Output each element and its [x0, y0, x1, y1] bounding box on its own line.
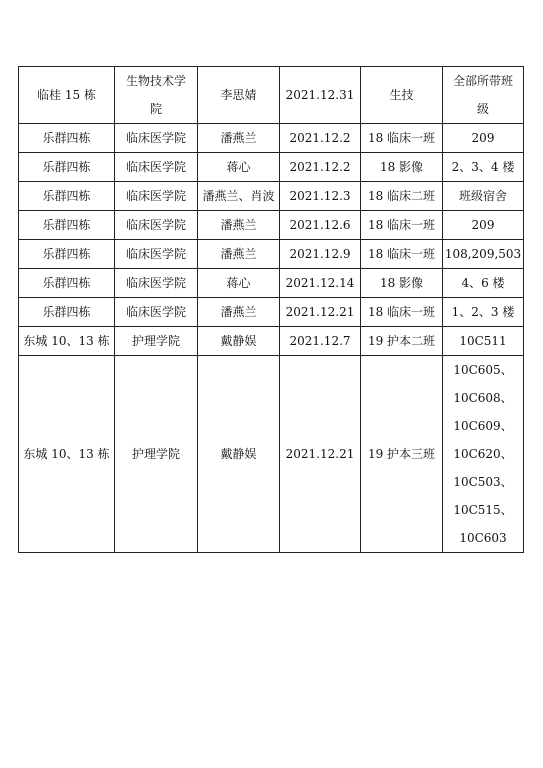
- building-cell: 临桂 15 栋: [19, 67, 115, 124]
- dorm-cell-line: 10C608、: [453, 391, 513, 405]
- class-cell: 19 护本三班: [361, 356, 443, 553]
- dorm-cell: [443, 298, 524, 327]
- building-cell: 乐群四栋: [19, 240, 115, 269]
- dorm-cell-line: 10C620、: [453, 447, 513, 461]
- college-cell: [115, 67, 198, 124]
- teacher-name-cell: 潘燕兰: [198, 124, 280, 153]
- class-cell: 18 临床一班: [361, 240, 443, 269]
- class-cell: 生技: [361, 67, 443, 124]
- dorm-cell-line: 班级宿舍: [458, 189, 507, 203]
- building-cell: 乐群四栋: [19, 298, 115, 327]
- class-cell: 18 临床二班: [361, 182, 443, 211]
- building-cell: 乐群四栋: [19, 211, 115, 240]
- class-cell: 18 影像: [361, 269, 443, 298]
- building-cell: 乐群四栋: [19, 269, 115, 298]
- table-row: [19, 356, 524, 553]
- table-body: [19, 67, 524, 553]
- college-cell: [115, 124, 198, 153]
- college-cell-line: 临床医学院: [125, 276, 186, 290]
- table-row: [19, 211, 524, 240]
- dorm-cell-line: 10C503、: [453, 475, 513, 489]
- date-cell: 2021.12.3: [280, 182, 361, 211]
- date-cell: 2021.12.21: [280, 356, 361, 553]
- table-row: [19, 298, 524, 327]
- dorm-cell-line: 10C511: [459, 334, 507, 348]
- dorm-cell: [443, 240, 524, 269]
- dorm-cell: [443, 124, 524, 153]
- date-cell: 2021.12.31: [280, 67, 361, 124]
- dorm-cell: [443, 67, 524, 124]
- table-row: [19, 327, 524, 356]
- teacher-name-cell: 潘燕兰、肖波: [198, 182, 280, 211]
- college-cell-line: 护理学院: [131, 334, 180, 348]
- college-cell-line: 院: [149, 102, 162, 116]
- table-row: [19, 153, 524, 182]
- college-cell: [115, 269, 198, 298]
- class-cell: 19 护本二班: [361, 327, 443, 356]
- college-cell-line: 临床医学院: [125, 160, 186, 174]
- inspection-table: [18, 66, 524, 553]
- date-cell: 2021.12.21: [280, 298, 361, 327]
- teacher-name-cell: 戴静娱: [198, 356, 280, 553]
- dorm-cell-line: 2、3、4 楼: [451, 160, 515, 174]
- dorm-cell: [443, 356, 524, 553]
- dorm-cell-line: 10C605、: [453, 363, 513, 377]
- class-cell: 18 临床一班: [361, 211, 443, 240]
- date-cell: 2021.12.14: [280, 269, 361, 298]
- dorm-cell-line: 4、6 楼: [461, 276, 505, 290]
- college-cell: [115, 182, 198, 211]
- building-cell: 乐群四栋: [19, 124, 115, 153]
- table-row: [19, 124, 524, 153]
- college-cell: [115, 327, 198, 356]
- class-cell: 18 临床一班: [361, 298, 443, 327]
- dorm-cell-line: 全部所带班: [452, 74, 513, 88]
- date-cell: 2021.12.2: [280, 124, 361, 153]
- dorm-cell-line: 10C515、: [453, 503, 513, 517]
- dorm-cell-line: 级: [476, 102, 489, 116]
- dorm-cell-line: 1、2、3 楼: [451, 305, 515, 319]
- date-cell: 2021.12.9: [280, 240, 361, 269]
- date-cell: 2021.12.2: [280, 153, 361, 182]
- college-cell: [115, 153, 198, 182]
- date-cell: 2021.12.6: [280, 211, 361, 240]
- dorm-cell-line: 209: [471, 218, 495, 232]
- college-cell: [115, 240, 198, 269]
- college-cell-line: 临床医学院: [125, 218, 186, 232]
- dorm-cell: [443, 269, 524, 298]
- class-cell: 18 临床一班: [361, 124, 443, 153]
- college-cell: [115, 356, 198, 553]
- teacher-name-cell: 潘燕兰: [198, 211, 280, 240]
- table-row: [19, 269, 524, 298]
- dorm-cell: [443, 211, 524, 240]
- table-row: [19, 240, 524, 269]
- date-cell: 2021.12.7: [280, 327, 361, 356]
- college-cell-line: 临床医学院: [125, 247, 186, 261]
- college-cell-line: 临床医学院: [125, 131, 186, 145]
- college-cell-line: 临床医学院: [125, 305, 186, 319]
- teacher-name-cell: 潘燕兰: [198, 240, 280, 269]
- building-cell: 东城 10、13 栋: [19, 327, 115, 356]
- dorm-cell-line: 10C603: [459, 531, 507, 545]
- dorm-cell: [443, 327, 524, 356]
- dorm-cell-line: 10C609、: [453, 419, 513, 433]
- dorm-cell-line: 108,209,503: [444, 247, 522, 261]
- table-row: [19, 182, 524, 211]
- dorm-cell: [443, 153, 524, 182]
- college-cell-line: 生物技术学: [125, 74, 186, 88]
- teacher-name-cell: 李思婧: [198, 67, 280, 124]
- college-cell: [115, 298, 198, 327]
- building-cell: 乐群四栋: [19, 182, 115, 211]
- building-cell: 乐群四栋: [19, 153, 115, 182]
- table-row: [19, 67, 524, 124]
- class-cell: 18 影像: [361, 153, 443, 182]
- building-cell: 东城 10、13 栋: [19, 356, 115, 553]
- teacher-name-cell: 戴静娱: [198, 327, 280, 356]
- college-cell-line: 护理学院: [131, 447, 180, 461]
- teacher-name-cell: 蒋心: [198, 269, 280, 298]
- teacher-name-cell: 蒋心: [198, 153, 280, 182]
- teacher-name-cell: 潘燕兰: [198, 298, 280, 327]
- dorm-cell: [443, 182, 524, 211]
- college-cell: [115, 211, 198, 240]
- college-cell-line: 临床医学院: [125, 189, 186, 203]
- dorm-cell-line: 209: [471, 131, 495, 145]
